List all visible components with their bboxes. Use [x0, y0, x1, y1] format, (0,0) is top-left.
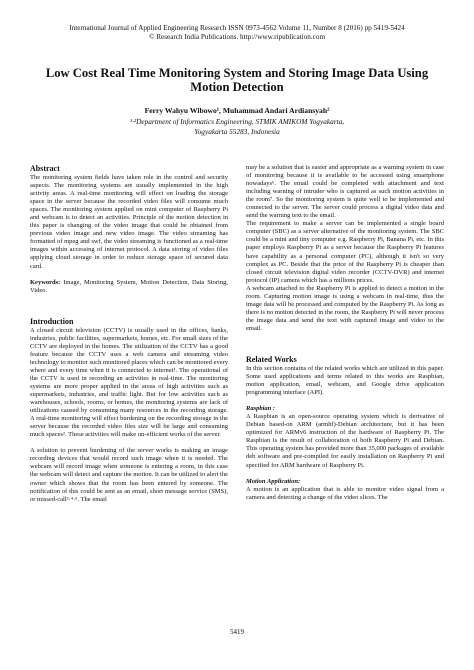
related-works-heading: Related Works [246, 354, 297, 364]
page-number: 5419 [230, 628, 244, 636]
right-paragraph-2: The requirement to make a server can be implemented a single board computer (SBC) as a server alternative of the monitoring system. The SBC could be a mini and tiny computer e.g. Raspberry Pi, Banana Pi, etc. In this paper employs Raspberry Pi as a server because the Raspberry Pi features have capability as a personal computer (PC), although it isn't so very complex as PC. Beside that the price of the Raspberry Pi is cheaper than closed circuit television digital video recorder (CCTV-DVR) and internet protocol (IP) camera which has a millions prices. [246, 220, 444, 284]
abstract-heading: Abstract [30, 164, 60, 173]
abstract-text: The monitoring system fields have taken role in the control and security aspects. The monitoring systems are usually implemented in the high activity areas. A real-time monitoring will effect on loading the storage space in the server because the recorded video files will consume much spaces. The monitoring system applied on mini computer of Raspberry Pi and webcam is to detect an activities. Principle of the motion detection in this paper is changing of the video image that could be obtained from previous video image and new video image. The video streaming has formatted of mpeg and swf, the video streaming is functioned as a real-time images within accessing of internet protocol. A data storing of video files applying cloud storage in order to reduce storage space of secured data card. [30, 174, 228, 270]
right-column [246, 164, 444, 502]
author-line: Ferry Wahyu Wibowo¹, Muhammad Andari Ardiansyah² [144, 106, 330, 115]
copyright-line: © Research India Publications. http://www.ripublication.com [148, 33, 326, 41]
affiliation [0, 117, 474, 136]
right-paragraph-1: may be a solution that is easier and appropriate as a warning system in case of monitoring because it is available to be accessed using smartphone nowadays⁶. The email could be completed with attachment and text including warning of intruder who is captured as such motion activities in the room⁷. So the monitoring system is quite well to be implemented and connected to the server. The server could process a digital video data and send the warning text to the email. [246, 164, 444, 220]
affiliation-line-2: Yogyakarta 55283, Indonesia [194, 126, 280, 136]
left-column [30, 164, 228, 504]
right-paragraph-3: A webcam attached to the Raspberry Pi is applied to detect a motion in the room. Capturing motion image is using a webcam in real-time, thus the image data will be processed and computed by the Raspberry Pi. As long as there is no motion detected in the room, the Raspberry Pi will never process the image data and send the text with captured image and video to the email. [246, 284, 444, 332]
keywords-text: Image, Monitoring System, Motion Detection, Data Storing, Video. [30, 278, 228, 294]
motion-application-heading: Motion Application: [246, 477, 301, 485]
keywords-label: Keywords: [30, 278, 61, 286]
introduction-paragraph-2: A solution to prevent burdening of the server works is making an image recording devices that would record such image when it is needed. The webcam will record image when someone is entering a room, in this case the webcam will detect and capture the motion. It can be utilized to alert the owner which shows that the room has been entered by someone. The notification of this could be sent as an email, short message service (SMS), or missed-call³·⁴·⁵. The email [30, 447, 228, 503]
introduction-heading: Introduction [30, 316, 74, 326]
paper-title: Low Cost Real Time Monitoring System and Storing Image Data Using Motion Detection [45, 66, 429, 94]
affiliation-line-1: ¹·²Department of Informatics Engineering, STMIK AMIKOM Yogyakarta, [129, 117, 345, 126]
raspbian-heading: Raspbian : [246, 405, 276, 413]
introduction-paragraph-1: A closed circuit television (CCTV) is usually used in the offices, banks, industries, public facilities, supermarkets, homes, etc. For small sizes of the CCTV are deployed in the homes. The utilization of the CCTV has a good feature because the CCTV uses a web camera and streaming video technology to monitor such monitored places which can be monitored every where and every time when it is connected to internet¹. The operational of the CCTV is used in recording an activities in real-time. The monitoring systems are more proper applied in the areas of high activities such as supermarkets, industries, and traffic light. But for low activities such as warehouses, schools, rooms, or homes, the monitoring systems are lack of utilizations caused by consuming many resources in the recording storage. A real-time monitoring will effect burdening on the recording storage in the server because the recorded video files size will be large and consuming much spaces². These activities will make un-efficient works of the server. [30, 326, 228, 439]
raspbian-text: A Raspbian is an open-source operating system which is derivative of Debian based-on ARM (armhf)-Debian architecture, but it has been optimized for ARMv6 instruction of the hardware of Raspberry Pi. The Raspbian is the result of collaboration of both Raspberry Pi and Debian. This operating system has provided more than 35,000 packages of available deb software and pre-compiled for easily installation on Raspberry Pi and specified for ARM hardware of Raspberry Pi. [246, 413, 444, 469]
motion-application-text: A motion is an application that is able to monitor video signal from a camera and detecting a change of the video slices. The [246, 485, 444, 501]
journal-header: International Journal of Applied Engineering Research ISSN 0973-4562 Volume 11, Number 8 (2016) pp 5419-5424 [69, 24, 405, 32]
keywords [30, 279, 228, 295]
related-works-text: In this section contains of the related works which are utilized in this paper. Some used applications and terms related to this works are Raspbian, motion application, email, webcam, and Google drive application programming interface (API). [246, 364, 444, 397]
